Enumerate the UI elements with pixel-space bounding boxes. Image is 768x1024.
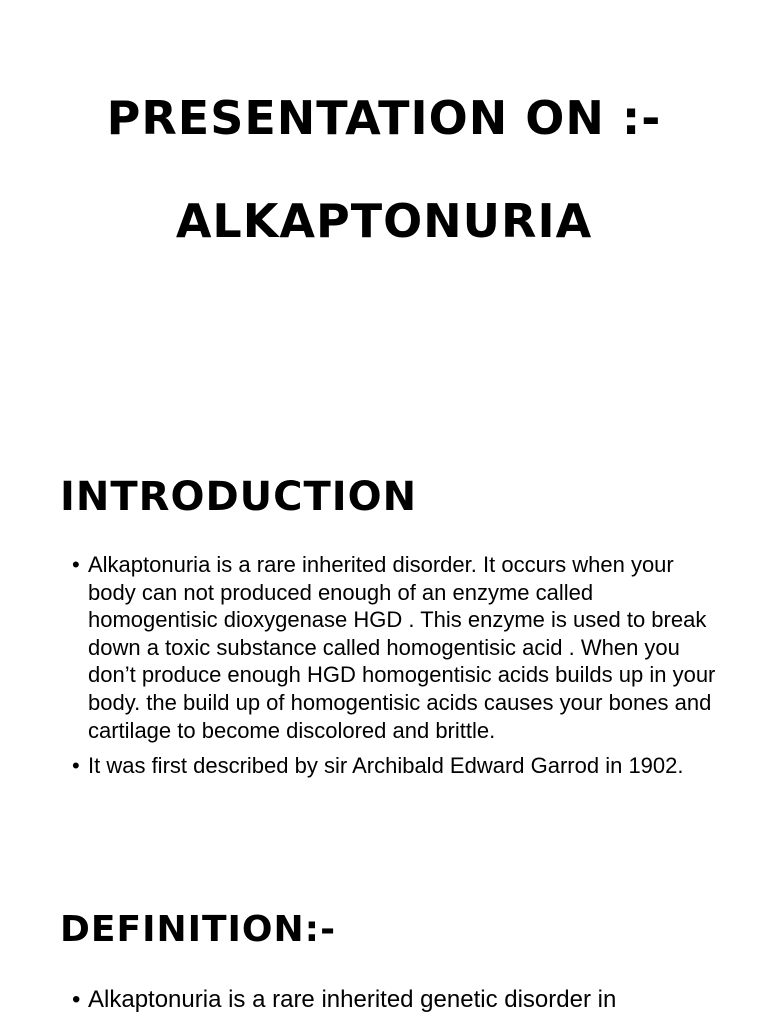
introduction-heading: INTRODUCTION	[60, 474, 418, 520]
bullet-item: • Alkaptonuria is a rare inherited genetic disorder in	[58, 985, 718, 1015]
definition-heading: DEFINITION:-	[60, 909, 337, 950]
presentation-title: PRESENTATION ON :-	[106, 91, 662, 145]
presentation-subject: ALKAPTONURIA	[175, 194, 593, 248]
bullet-item: • It was first described by sir Archibald Edward Garrod in 1902.	[58, 752, 718, 780]
bullet-item: • Alkaptonuria is a rare inherited disorder. It occurs when your body can not produced enough of an enzyme called homogentisic dioxygenase HGD . This enzyme is used to break down a toxic substance called homogentisic acid . When you don’t produce enough HGD homogentisic acids builds up in your body. the build up of homogentisic acids causes your bones and cartilage to become discolored and brittle.	[58, 551, 718, 744]
definition-bullet-list	[58, 985, 718, 1023]
